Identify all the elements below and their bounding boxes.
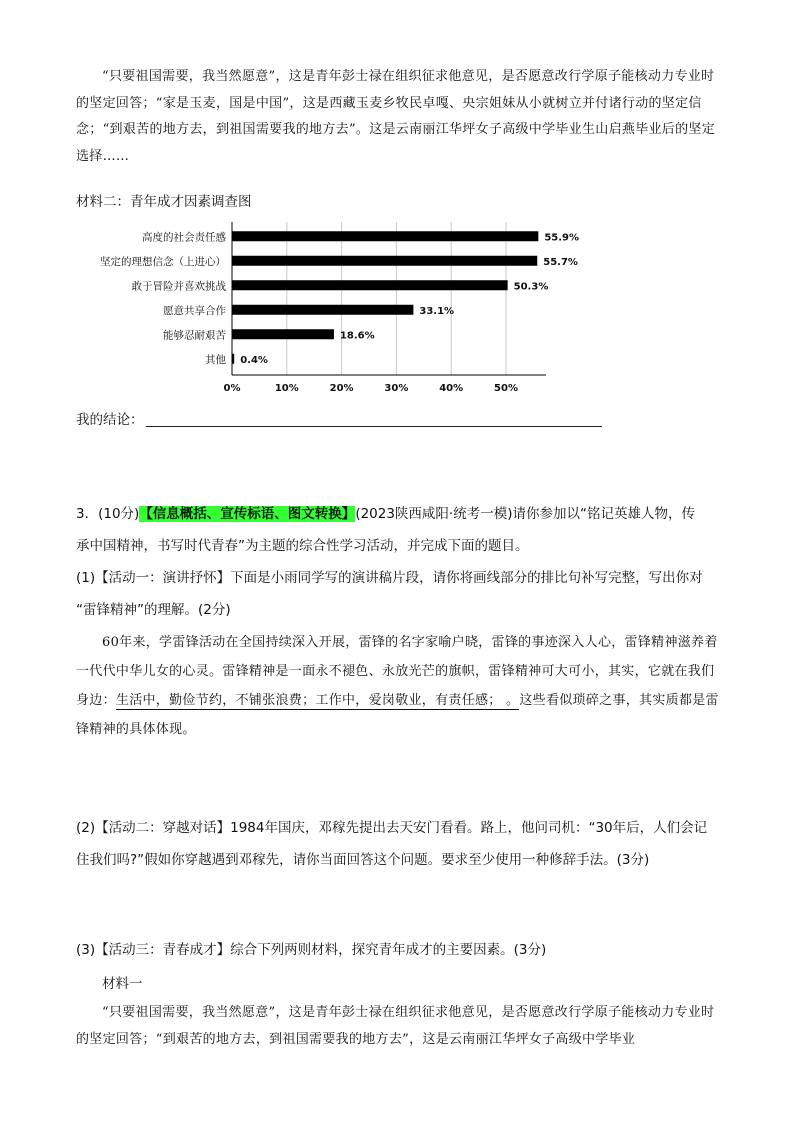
activity1-line1: (1)【活动一：演讲抒怀】下面是小雨同学写的演讲稿片段，请你将画线部分的排比句补写完整，写出你对 xyxy=(76,570,703,586)
question-stem-part1: 请你参加以“铭记英雄人物，传 xyxy=(512,506,695,522)
x-tick-label: 10% xyxy=(274,383,299,394)
bar xyxy=(232,305,413,315)
question-tags: 【信息概括、宣传标语、图文转换】 xyxy=(139,506,356,522)
category-label: 坚定的理想信念（上进心） xyxy=(100,255,226,268)
material1-text: “只要祖国需要，我当然愿意”，这是青年彭士禄在组织征求他意见，是否愿意改行学原子能核动力专业时的坚定回答；“到艰苦的地方去，到祖国需要我的地方去”，这是云南丽江华坪女子高级中学毕业 xyxy=(76,1005,715,1047)
question3-stem-line2: 承中国精神，书写时代青春”为主题的综合性学习活动，并完成下面的题目。 xyxy=(76,538,529,554)
bar xyxy=(232,231,538,241)
speech-excerpt xyxy=(76,628,720,744)
intro-paragraph: “只要祖国需要，我当然愿意”，这是青年彭士禄在组织征求他意见，是否愿意改行学原子能核动力专业时的坚定回答；“家是玉麦，国是中国”，这是西藏玉麦乡牧民卓嘎、央宗姐妹从小就树立并付诸行动的坚定信念；“到艰苦的地方去，到祖国需要我的地方去”。这是云南丽江华坪女子高级中学毕业生山启燕毕业后的坚定选择…… xyxy=(76,69,715,164)
data-label: 18.6% xyxy=(339,330,375,342)
bar xyxy=(232,280,508,290)
category-label: 愿意共享合作 xyxy=(163,304,226,317)
conclusion-answer-line[interactable] xyxy=(146,426,602,427)
x-tick-label: 50% xyxy=(494,383,518,394)
x-tick-label: 20% xyxy=(329,383,354,394)
material2-title: 材料二：青年成才因素调查图 xyxy=(76,194,252,210)
data-label: 55.9% xyxy=(544,232,580,244)
bar xyxy=(232,329,334,339)
category-label: 敢于冒险并喜欢挑战 xyxy=(131,280,226,293)
conclusion-label: 我的结论： xyxy=(76,412,144,428)
category-label: 能够忍耐艰苦 xyxy=(163,329,226,342)
data-label: 0.4% xyxy=(240,354,268,366)
data-label: 55.7% xyxy=(543,256,578,268)
question3-header xyxy=(76,498,726,530)
question-source: (2023陕西咸阳·统考一模) xyxy=(355,506,513,522)
data-label: 33.1% xyxy=(419,305,455,317)
bar xyxy=(232,256,537,266)
x-tick-label: 0% xyxy=(223,383,241,394)
speech-text-b: 这些看似琐碎之事，其实质都是雷锋精神的具体体现。 xyxy=(76,693,719,737)
survey-bar-chart xyxy=(100,218,580,394)
activity1-line2: “雷锋精神”的理解。(2分) xyxy=(76,602,231,618)
category-label: 高度的社会责任感 xyxy=(142,231,226,244)
speech-text-a: 60年来，学雷锋活动在全国持续深入开展，雷锋的名字家喻户晓，雷锋的事迹深入人心，雷锋精神滋养着一代代中华儿女的心灵。雷锋精神是一面永不褪色、永放光芒的旗帜，雷锋精神可大可小，其实，它就在我们身边： xyxy=(76,635,718,708)
activity2-line2: 住我们吗?”假如你穿越遇到邓稼先，请你当面回答这个问题。要求至少使用一种修辞手法。(3分) xyxy=(76,852,650,868)
activity2-line1: (2)【活动二：穿越对话】1984年国庆，邓稼先提出去天安门看看。路上，他问司机：“30年后，人们会记 xyxy=(76,820,708,836)
bar xyxy=(232,354,234,364)
data-label: 50.3% xyxy=(513,281,549,293)
material1-title: 材料一 xyxy=(102,976,143,992)
activity3-line1: (3)【活动三：青春成才】综合下列两则材料，探究青年成才的主要因素。(3分) xyxy=(76,942,547,958)
x-tick-label: 40% xyxy=(439,383,464,394)
question-number: 3．(10分) xyxy=(76,506,140,522)
x-tick-label: 30% xyxy=(384,383,409,394)
speech-underlined-parallelism[interactable]: 生活中，勤俭节约，不铺张浪费；工作中，爱岗敬业，有责任感； 。 xyxy=(115,693,520,708)
category-label: 其他 xyxy=(205,353,226,366)
